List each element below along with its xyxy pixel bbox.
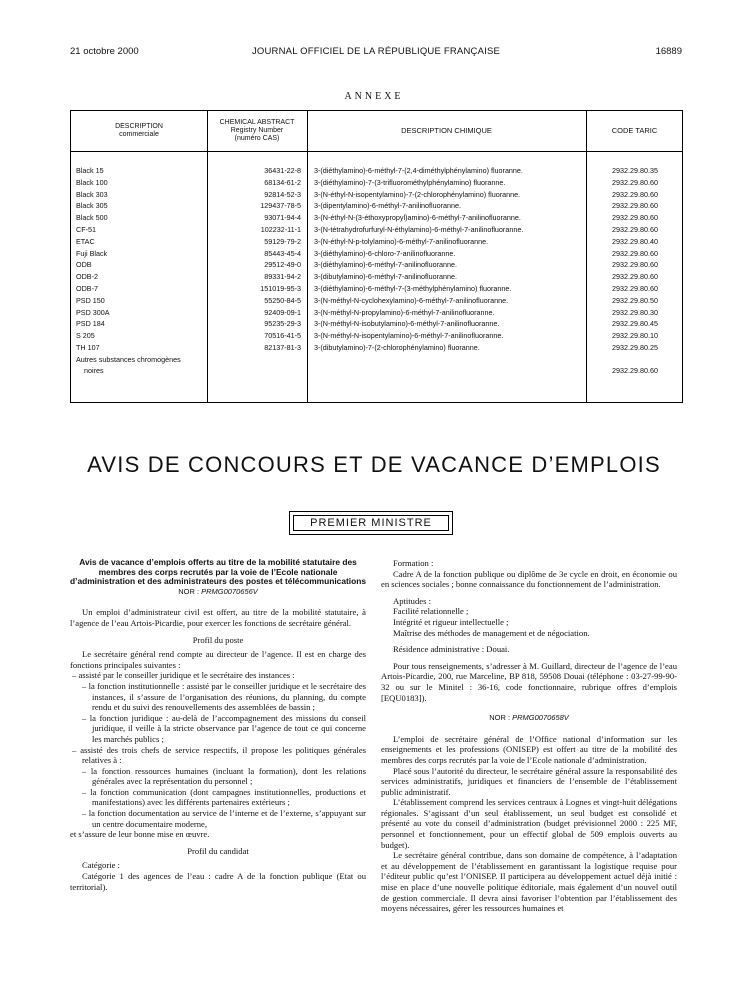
cell-taric: 2932.29.80.60 (612, 189, 658, 199)
cell-taric: 2932.29.80.40 (612, 236, 658, 246)
paragraph: Catégorie 1 des agences de l’eau : cadre A de la fonction publique (Etat ou territorial). (70, 871, 366, 892)
cell-cas: 68134-61-2 (264, 177, 301, 187)
table-row (71, 318, 682, 330)
table-row (71, 236, 682, 248)
cell-description: Black 305 (76, 201, 108, 211)
table-row (71, 342, 682, 354)
list-item: – la fonction documentation au service de l’interne et de l’externe, s’appuyant sur un centre documentaire moderne, (82, 808, 366, 829)
ministry-box (289, 511, 453, 535)
cell-taric: 2932.29.80.30 (612, 307, 658, 317)
nor-reference (70, 587, 366, 598)
substances-table (70, 110, 683, 403)
cell-cas: 70516-41-5 (264, 331, 301, 341)
paragraph: Cadre A de la fonction publique ou diplôme de 3e cycle en droit, en économie ou en sciences sociales ; bonne connaissance du fonctionnement de l’administration. (381, 568, 677, 590)
cell-description: ODB (76, 260, 92, 270)
section-title: AVIS DE CONCOURS ET DE VACANCE D’EMPLOIS (87, 452, 661, 477)
header-page-number: 16889 (655, 46, 682, 57)
list-item: – assisté des trois chefs de service respectifs, il propose les politiques générales relatives à : (72, 744, 366, 766)
nor-reference (381, 713, 677, 724)
cell-cas: 92814-52-3 (264, 189, 301, 199)
col-header-taric: CODE TARIC (611, 126, 658, 135)
cell-description: Fuji Black (76, 248, 108, 258)
paragraph: Résidence administrative : Douai. (393, 644, 510, 655)
nor-label: NOR : (178, 586, 202, 596)
cell-cas: 29512-49-0 (264, 260, 301, 270)
cell-chemical: 3-(N-éthyl-N-isopentylamino)-7-(2-chlorophénylamino) fluoranne. (314, 189, 521, 199)
cell-chemical: 3-(N-tétrahydrofurfuryl-N-éthylamino)-6-méthyl-7-anilinofluoranne. (314, 224, 524, 234)
cell-line: noires (84, 365, 104, 375)
cell-taric: 2932.29.80.60 (612, 260, 658, 270)
cell-taric: 2932.29.80.35 (612, 166, 658, 175)
paragraph: et s’assure de leur bonne mise en œuvre. (70, 829, 210, 840)
list-item: – la fonction communication (dont campagnes institutionnelles, productions et manifestations) avec les différents partenaires extérieurs ; (82, 786, 366, 808)
cell-taric: 2932.29.80.50 (612, 295, 658, 305)
list-item: – assisté par le conseiller juridique et le secrétaire des instances : (72, 670, 295, 681)
cell-taric: 2932.29.80.45 (612, 319, 658, 329)
cell-taric: 2932.29.80.10 (612, 331, 658, 341)
paragraph: L’emploi de secrétaire général de l’Office national d’information sur les enseignements et les professions (ONISEP) est offert au titre de la mobilité des membres des corps recrutés par la voie de l’Ecole nationale d’administration. (381, 733, 677, 765)
list-item: – la fonction ressources humaines (incluant la formation), dont les relations générales avec la représentation du personnel ; (82, 765, 366, 787)
paragraph: Le secrétaire général contribue, dans son domaine de compétence, à l’adaptation et au développement de l’établissement en garantissant la logistique requise pour l’éditeur public qu’est l’ONISEP. Il participera au développement actuel déjà initié : mise en place d’une nouvelle politique éditoriale, mais également d’un nouvel outil de gestion commerciale. Il devra ainsi favoriser l’obtention par l’établissement des moyens nécessaires, gérer les ressources humaines et (381, 850, 677, 914)
paragraph: Maîtrise des méthodes de management et de négociation. (393, 627, 590, 638)
col-header-line: CHEMICAL ABSTRACT (219, 119, 295, 126)
table-row (71, 330, 682, 342)
cell-chemical: 3-(N-méthyl-N-isobutylamino)-6-méthyl-7-anilinofluoranne. (314, 319, 500, 329)
cell-chemical: 3-(N-éthyl-N-(3-éthoxypropyl)amino)-6-méthyl-7-anilinofluoranne. (314, 213, 521, 223)
paragraph: Un emploi d’administrateur civil est offert, au titre de la mobilité statutaire, à l’agence de l’eau Artois-Picardie, pour exercer les fonctions de secrétaire général. (70, 607, 366, 628)
cell-description: PSD 184 (76, 319, 105, 329)
cell-chemical: 3-(N-méthyl-N-isopentylamino)-6-méthyl-7-anilinofluoranne. (314, 331, 504, 341)
table-row (71, 200, 682, 212)
cell-cas: 95235-29-3 (264, 319, 301, 329)
cell-cas: 82137-81-3 (264, 342, 301, 352)
col-header-description (71, 111, 207, 151)
subheading: Profil du poste (192, 634, 244, 645)
paragraph: Facilité relationnelle ; (393, 606, 469, 617)
header-date: 21 octobre 2000 (70, 46, 139, 57)
cell-cas: 36431-22-8 (264, 166, 301, 175)
cell-chemical: 3-(diéthylamino)-7-(3-trifluorométhylphénylamino) fluoranne. (314, 177, 506, 187)
cell-description (76, 354, 206, 376)
cell-cas: 102232-11-1 (260, 224, 301, 234)
cell-description: ODB-7 (76, 283, 98, 293)
table-row (71, 189, 682, 201)
annexe-heading: ANNEXE (344, 91, 404, 102)
table-row (71, 259, 682, 271)
cell-taric: 2932.29.80.60 (612, 201, 658, 211)
cell-description: Black 15 (76, 166, 104, 175)
cell-chemical: 3-(diéthylamino)-6-chloro-7-anilinofluoranne. (314, 248, 456, 258)
cell-taric: 2932.29.80.60 (612, 213, 658, 223)
col-header-cas (207, 111, 307, 151)
table-header-rule (71, 151, 682, 152)
paragraph: Catégorie : (82, 860, 120, 871)
cell-chemical: 3-(N-méthyl-N-cyclohexylamino)-6-méthyl-7-anilinofluoranne. (314, 295, 509, 305)
cell-cas: 55250-84-5 (264, 295, 301, 305)
cell-cas: 151019-95-3 (260, 283, 301, 293)
col-header-line: commerciale (119, 131, 159, 138)
cell-description: S 205 (76, 331, 95, 341)
nor-code: PRMG0070656V (201, 586, 258, 596)
cell-description: PSD 300A (76, 307, 110, 317)
header-title: JOURNAL OFFICIEL DE LA RÉPUBLIQUE FRANÇAISE (251, 46, 501, 57)
cell-taric: 2932.29.80.60 (612, 365, 658, 375)
cell-cas: 129437-78-5 (260, 201, 301, 211)
table-row (71, 295, 682, 307)
list-item: – la fonction institutionnelle : assisté par le conseiller juridique et le secrétaire des instances, il s’assure de l’organisation des réunions, du planning, du compte rendu et du suivi des renouvellements des assemblées de bassin ; (82, 680, 366, 713)
cell-cas: 92409-09-1 (264, 307, 301, 317)
cell-chemical: 3-(dibutylamino)-7-(2-chlorophénylamino) fluoranne. (314, 342, 480, 352)
cell-description: Black 303 (76, 189, 108, 199)
paragraph: Placé sous l’autorité du directeur, le secrétaire général assure la responsabilité des services administratifs, juridiques et financiers de l’ensemble de l’établissement public administratif. (381, 765, 677, 797)
cell-taric: 2932.29.80.60 (612, 224, 658, 234)
ministry-label: PREMIER MINISTRE (293, 515, 449, 531)
col-header-line: (numéro CAS) (234, 135, 280, 142)
cell-chemical: 3-(diéthylamino)-6-méthyl-7-(2,4-diméthylphénylamino) fluoranne. (314, 166, 523, 175)
table-row (71, 248, 682, 260)
cell-taric: 2932.29.80.60 (612, 272, 658, 282)
cell-cas: 59129-79-2 (264, 236, 301, 246)
table-row (71, 165, 682, 177)
cell-description: Black 100 (76, 177, 108, 187)
cell-description: Black 500 (76, 213, 108, 223)
col-header-chemical: DESCRIPTION CHIMIQUE (401, 126, 492, 135)
paragraph: Formation : (393, 558, 434, 568)
nor-label: NOR : (489, 713, 513, 723)
table-body (71, 165, 682, 378)
table-row (71, 177, 682, 189)
cell-cas: 93071-94-4 (264, 213, 301, 223)
subheading: Profil du candidat (187, 845, 249, 856)
paragraph: Aptitudes : (393, 595, 431, 606)
table-row (71, 224, 682, 236)
col-header-line: DESCRIPTION (115, 123, 163, 130)
paragraph: Intégrité et rigueur intellectuelle ; (393, 616, 509, 627)
cell-chemical: 3-(N-éthyl-N-p-tolylamino)-6-méthyl-7-anilinofluoranne. (314, 236, 489, 246)
table-row (71, 354, 682, 378)
notice-title: Avis de vacance d’emplois offerts au titre de la mobilité statutaire des membres des corps recrutés par la voie de l’Ecole nationale d’administration et des administrateurs des postes et télécommunications (70, 557, 366, 587)
paragraph: L’établissement comprend les services centraux à Lognes et vingt-huit délégations régionales. S’agissant d’un seul établissement, un seul budget est consolidé et présenté au vote du conseil d’administration (budget prévisionnel 2000 : 225 MF, personnel et fonctionnement, pour un effectif global de 509 emplois ouverts au budget). (381, 797, 677, 850)
col-header-line: Registry Number (230, 127, 284, 134)
paragraph: Pour tous renseignements, s’adresser à M. Guillard, directeur de l’agence de l’eau Artois-Picardie, 200, rue Marceline, BP 818, 59508 Douai (téléphone : 03-27-99-90-32 ou sur le Minitel : 36-16, code fonctionnaire, rubrique offres d’emplois [EQU0183]). (381, 660, 677, 703)
right-column (381, 558, 677, 914)
cell-chemical: 3-(dipentylamino)-6-méthyl-7-anilinofluoranne. (314, 201, 462, 211)
cell-chemical: 3-(dibutylamino)-6-méthyl-7-anilinofluoranne. (314, 272, 458, 282)
table-row (71, 307, 682, 319)
table-row (71, 283, 682, 295)
cell-taric: 2932.29.80.60 (612, 283, 658, 293)
cell-description: PSD 150 (76, 295, 105, 305)
cell-cas: 85443-45-4 (264, 248, 301, 258)
cell-taric: 2932.29.80.60 (612, 248, 658, 258)
cell-chemical: 3-(diéthylamino)-6-méthyl-7-anilinofluoranne. (314, 260, 458, 270)
cell-description: ODB-2 (76, 272, 98, 282)
table-row (71, 212, 682, 224)
cell-description: CF-51 (76, 224, 96, 234)
left-column (70, 558, 366, 892)
cell-line: Autres substances chromogènes (76, 354, 181, 364)
cell-description: TH 107 (76, 342, 100, 352)
cell-cas: 89331-94-2 (264, 272, 301, 282)
cell-description: ETAC (76, 236, 95, 246)
nor-code: PRMG0070658V (512, 713, 569, 723)
cell-chemical: 3-(diéthylamino)-6-méthyl-7-(3-méthylphénylamino) fluoranne. (314, 283, 512, 293)
cell-taric: 2932.29.80.25 (612, 342, 658, 352)
table-row (71, 271, 682, 283)
cell-chemical: 3-(N-méthyl-N-propylamino)-6-méthyl-7-anilinofluoranne. (314, 307, 495, 317)
paragraph: Le secrétaire général rend compte au directeur de l’agence. Il est en charge des fonctions principales suivantes : (70, 649, 366, 670)
list-item: – la fonction juridique : au-delà de l’accompagnement des missions du conseil juridique, il veille à la stricte observance par l’agence de tout ce qui concerne les marchés publics ; (82, 712, 366, 744)
cell-taric: 2932.29.80.60 (612, 177, 658, 187)
